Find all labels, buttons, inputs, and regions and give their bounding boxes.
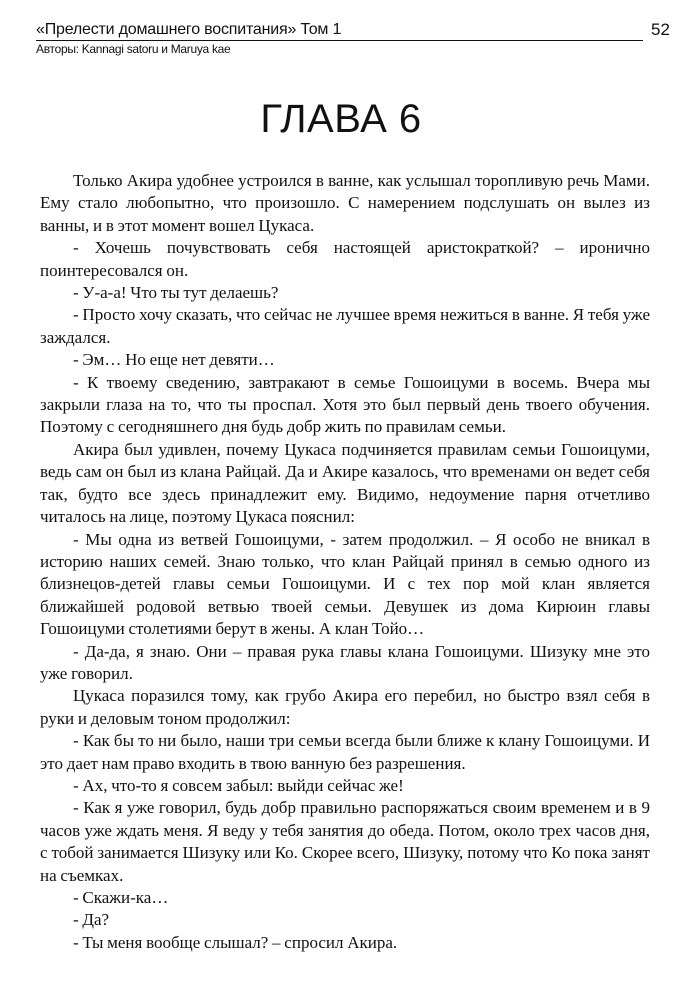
paragraph: - Как я уже говорил, будь добр правильно распоряжаться своим временем и в 9 часов уже ждать меня. Я веду у тебя занятия до обеда. Потом, около трех часов дня, с тобой занимается Шизуку или Ко. Скорее всего, Шизуку, потому что Ко пока занят на съемках. — [40, 798, 650, 885]
paragraph: - Ах, что-то я совсем забыл: выйди сейчас же! — [73, 775, 404, 795]
paragraph: Цукаса поразился тому, как грубо Акира его перебил, но быстро взял себя в руки и деловым тоном продолжил: — [40, 686, 650, 728]
paragraph: - Скажи-ка… — [73, 888, 169, 907]
paragraph: - Мы одна из ветвей Гошоицуми, - затем продолжил. – Я особо не вникал в историю наших семей. Знаю только, что клан Райцай принял в семью одного из близнецов-детей главы семьи Гошоицуми. И с тех пор мой клан является ближайшей родовой ветвью твоей семьи. Девушек из дома Кирюин главы Гошоицуми столетиями берут в жены. А клан Тойо… — [40, 529, 650, 639]
paragraph: - Хочешь почувствовать себя настоящей аристократкой? – иронично поинтересовался он. — [40, 238, 650, 280]
header-rule — [36, 40, 643, 41]
paragraph: - Да-да, я знаю. Они – правая рука главы клана Гошоицуми. Шизуку мне это уже говорил. — [40, 641, 650, 683]
paragraph: - Эм… Но еще нет девяти… — [73, 350, 275, 370]
paragraph: - Просто хочу сказать, что сейчас не лучшее время нежиться в ванне. Я тебя уже заждался. — [40, 305, 650, 347]
paragraph: Только Акира удобнее устроился в ванне, как услышал торопливую речь Мами. Ему стало любопытно, что произошло. С намерением подслушать он вылез из ванны, и в этот момент вошел Цукаса. — [40, 171, 650, 235]
page-number: 52 — [651, 20, 670, 39]
paragraph: - Да? — [73, 910, 110, 930]
book-title: «Прелести домашнего воспитания» Том 1 — [36, 21, 342, 38]
paragraph: Акира был удивлен, почему Цукаса подчиняется правилам семьи Гошоицуми, ведь сам он был из клана Райцай. Да и Акире казалось, что временами он ведет себя так, будто все здесь принадлежит ему. Видимо, недоумение парня отчетливо читалось на лице, поэтому Цукаса пояснил: — [40, 439, 650, 527]
paragraph: - К твоему сведению, завтракают в семье Гошоицуми в восемь. Вчера мы закрыли глаза на то, что ты проспал. Хотя это был первый день твоего обучения. Поэтому с сегодняшнего дня будь добр жить по правилам семьи. — [40, 372, 650, 437]
paragraph: - Ты меня вообще слышал? – спросил Акира. — [73, 932, 398, 952]
body-text — [40, 170, 650, 954]
authors-line: Авторы: Kannagi satoru и Maruya kae — [36, 42, 231, 56]
paragraph: - У-а-а! Что ты тут делаешь? — [73, 283, 279, 303]
chapter-title: ГЛАВА 6 — [260, 97, 422, 141]
paragraph: - Как бы то ни было, наши три семьи всегда были ближе к клану Гошоицуми. И это дает нам право входить в твою ванную без разрешения. — [40, 731, 650, 773]
